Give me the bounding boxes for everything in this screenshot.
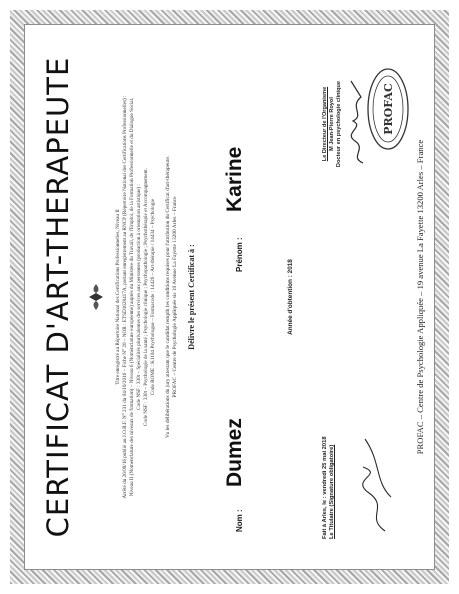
titulaire-line: Le Titulaire (Signature obligatoire) — [328, 444, 335, 539]
stamp-icon — [365, 66, 411, 152]
legal-line-5: Code NSF : 330t – Psychologie de la santé ; Psychologie clinique ; Psychopathologie ; Psychothérapie et Accompagnement. — [142, 168, 149, 426]
prenom-label: Prénom : — [234, 237, 244, 272]
certificate-content — [27, 27, 433, 567]
obtention-year: Année d'obtention : 2018 — [286, 259, 294, 335]
prenom-value: Karine — [222, 146, 246, 212]
delivery-statement: Délivre le présent Certificat à : — [186, 244, 196, 350]
certificate-footer: PROFAC – Centre de Psychologie Appliquée – 19 avenue La Fayette 13200 Arles – France — [414, 139, 425, 455]
legal-line-1: Titre enregistré au Répertoire National des Certifications Professionnelles, Niveau II — [114, 209, 121, 385]
holder-signature-icon — [355, 427, 395, 537]
director-title: Le Directeur de l'Organisme — [321, 86, 328, 162]
deliberation-line-2: PROFAC – Centre de Psychologie Appliquée sis 19 Avenue La Fayette 13200 Arles – France — [171, 196, 178, 398]
legal-line-3: Niveau II (Nomenclature des niveaux de formation) – Niveau 6 (Nomenclature européenne) auprès du Ministère du Travail, de l'Emploi, de la Formation Professionnelle et du Dialogue Social. — [128, 97, 135, 497]
ornament-icon — [87, 282, 105, 312]
director-qualification: Docteur en psychologie clinique — [335, 80, 342, 168]
issue-place-date — [322, 436, 336, 539]
director-block — [322, 59, 342, 189]
deliberation-line-1: Vu les délibérations du jury attestant que le candidat remplit les conditions requises pour l'attribution du Certificat d'art-thérapeute. — [164, 155, 171, 439]
director-name: M Jean-Pierre Royol — [328, 97, 335, 151]
nom-value: Dumez — [222, 418, 246, 487]
nom-label: Nom : — [234, 509, 244, 532]
legal-line-6: Code ROME : K1104 Psychologue – Formacode : 14426 – Art-thérapie / 14434 – Psychologie — [149, 198, 156, 396]
legal-line-2: Arrêté du 26/09/16 publié au J.O.R.F. N° 231 du 04/10/2016 – Fiche N° 20 – NOR : ETSD1628417A, portant enregistrement au RNCP (Répertoire National des Certifications Professionnelles) : — [121, 95, 128, 499]
legal-line-4: Code NSF : 330t – Spécialités plurivalentes des services aux personnes (production à orientation artistique) : — [135, 184, 142, 410]
stamp-text: PROFAC — [381, 83, 395, 135]
fait-line: Fait à Arles, le : vendredi 25 mai 2018 — [321, 436, 328, 539]
certificate-title: CERTIFICAT D'ART-THERAPEUTE — [40, 56, 75, 538]
